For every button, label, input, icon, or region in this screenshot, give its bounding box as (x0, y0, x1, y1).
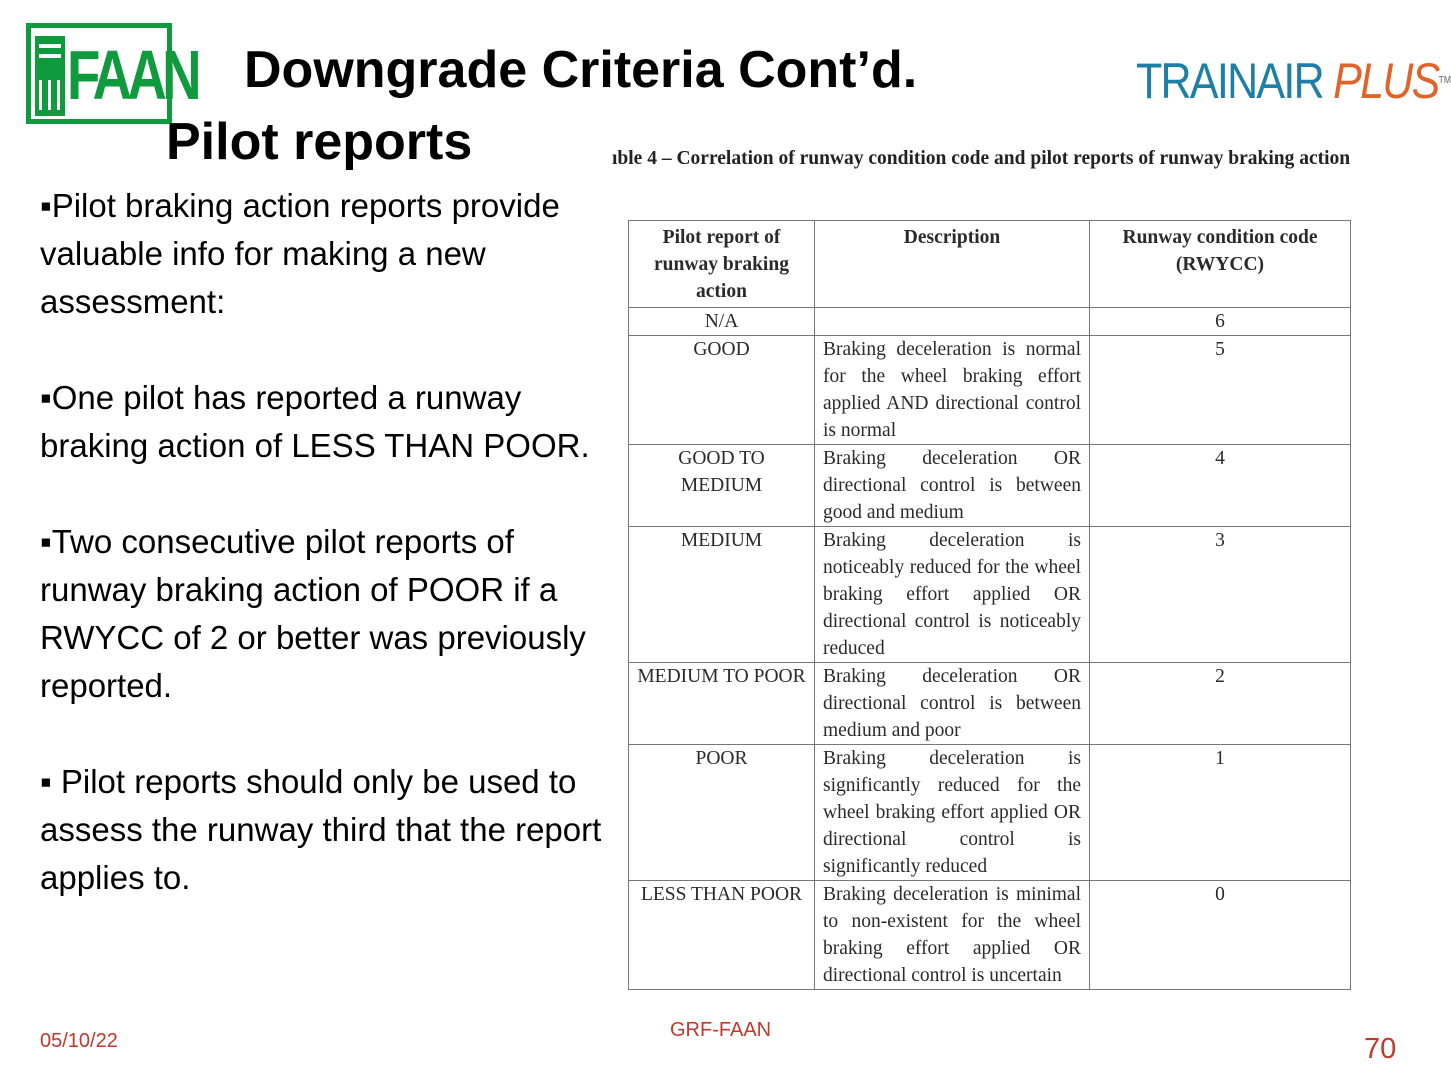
brand-part-1: TRAINAIR (1136, 53, 1334, 109)
cell-code: 3 (1090, 527, 1351, 663)
bullet-item: ▪Pilot braking action reports provide valuable info for making a new assessment: (40, 187, 560, 320)
cell-code: 0 (1090, 881, 1351, 990)
logo-text: FAAN (67, 36, 197, 114)
page-number: 70 (1364, 1033, 1397, 1065)
table-header-row (629, 221, 1351, 308)
header-rwycc: Runway condition code (RWYCC) (1090, 221, 1351, 308)
rwycc-table (628, 220, 1351, 990)
cell-report: MEDIUM TO POOR (629, 663, 815, 745)
bullet-item: ▪One pilot has reported a runway braking action of LESS THAN POOR. (40, 379, 590, 464)
slide-title: Downgrade Criteria Cont’d. (244, 41, 918, 99)
slide-subtitle: Pilot reports (166, 113, 473, 171)
bullet-list (40, 182, 620, 902)
faan-logo (26, 23, 197, 124)
cell-report: POOR (629, 745, 815, 881)
bullet-item: ▪ Pilot reports should only be used to assess the runway third that the report applies to. (40, 763, 602, 896)
header-pilot-report: Pilot report of runway braking action (629, 221, 815, 308)
footer-text: GRF-FAAN (670, 1019, 772, 1041)
cell-report: N/A (629, 308, 815, 336)
cell-code: 6 (1090, 308, 1351, 336)
cell-report: LESS THAN POOR (629, 881, 815, 990)
runway-icon (35, 36, 65, 116)
cell-report: MEDIUM (629, 527, 815, 663)
table-row (629, 527, 1351, 663)
cell-description: Braking deceleration is significantly reduced for the wheel braking effort applied OR directional control is significantly reduced (815, 745, 1090, 881)
cell-description (815, 308, 1090, 336)
cell-code: 4 (1090, 445, 1351, 527)
bullet-item: ▪Two consecutive pilot reports of runway braking action of POOR if a RWYCC of 2 or better was previously reported. (40, 523, 586, 704)
table-caption: ıble 4 – Correlation of runway condition code and pilot reports of runway braking action (612, 148, 1351, 169)
table-row (629, 445, 1351, 527)
trainair-plus-logo (1136, 52, 1451, 110)
logo-background (31, 28, 197, 119)
table-row (629, 663, 1351, 745)
brand-trademark: TM (1438, 75, 1451, 86)
table-row (629, 336, 1351, 445)
footer-date: 05/10/22 (40, 1030, 118, 1052)
cell-report: GOOD TO MEDIUM (629, 445, 815, 527)
cell-description: Braking deceleration is normal for the wheel braking effort applied AND directional control is normal (815, 336, 1090, 445)
cell-description: Braking deceleration is minimal to non-existent for the wheel braking effort applied OR directional control is uncertain (815, 881, 1090, 990)
brand-part-2: PLUS (1333, 53, 1439, 109)
cell-description: Braking deceleration OR directional control is between good and medium (815, 445, 1090, 527)
cell-description: Braking deceleration OR directional control is between medium and poor (815, 663, 1090, 745)
cell-report: GOOD (629, 336, 815, 445)
cell-code: 1 (1090, 745, 1351, 881)
cell-code: 5 (1090, 336, 1351, 445)
table-row (629, 745, 1351, 881)
cell-code: 2 (1090, 663, 1351, 745)
header-description: Description (815, 221, 1090, 308)
cell-description: Braking deceleration is noticeably reduced for the wheel braking effort applied OR directional control is noticeably reduced (815, 527, 1090, 663)
table-row (629, 881, 1351, 990)
table-row (629, 308, 1351, 336)
